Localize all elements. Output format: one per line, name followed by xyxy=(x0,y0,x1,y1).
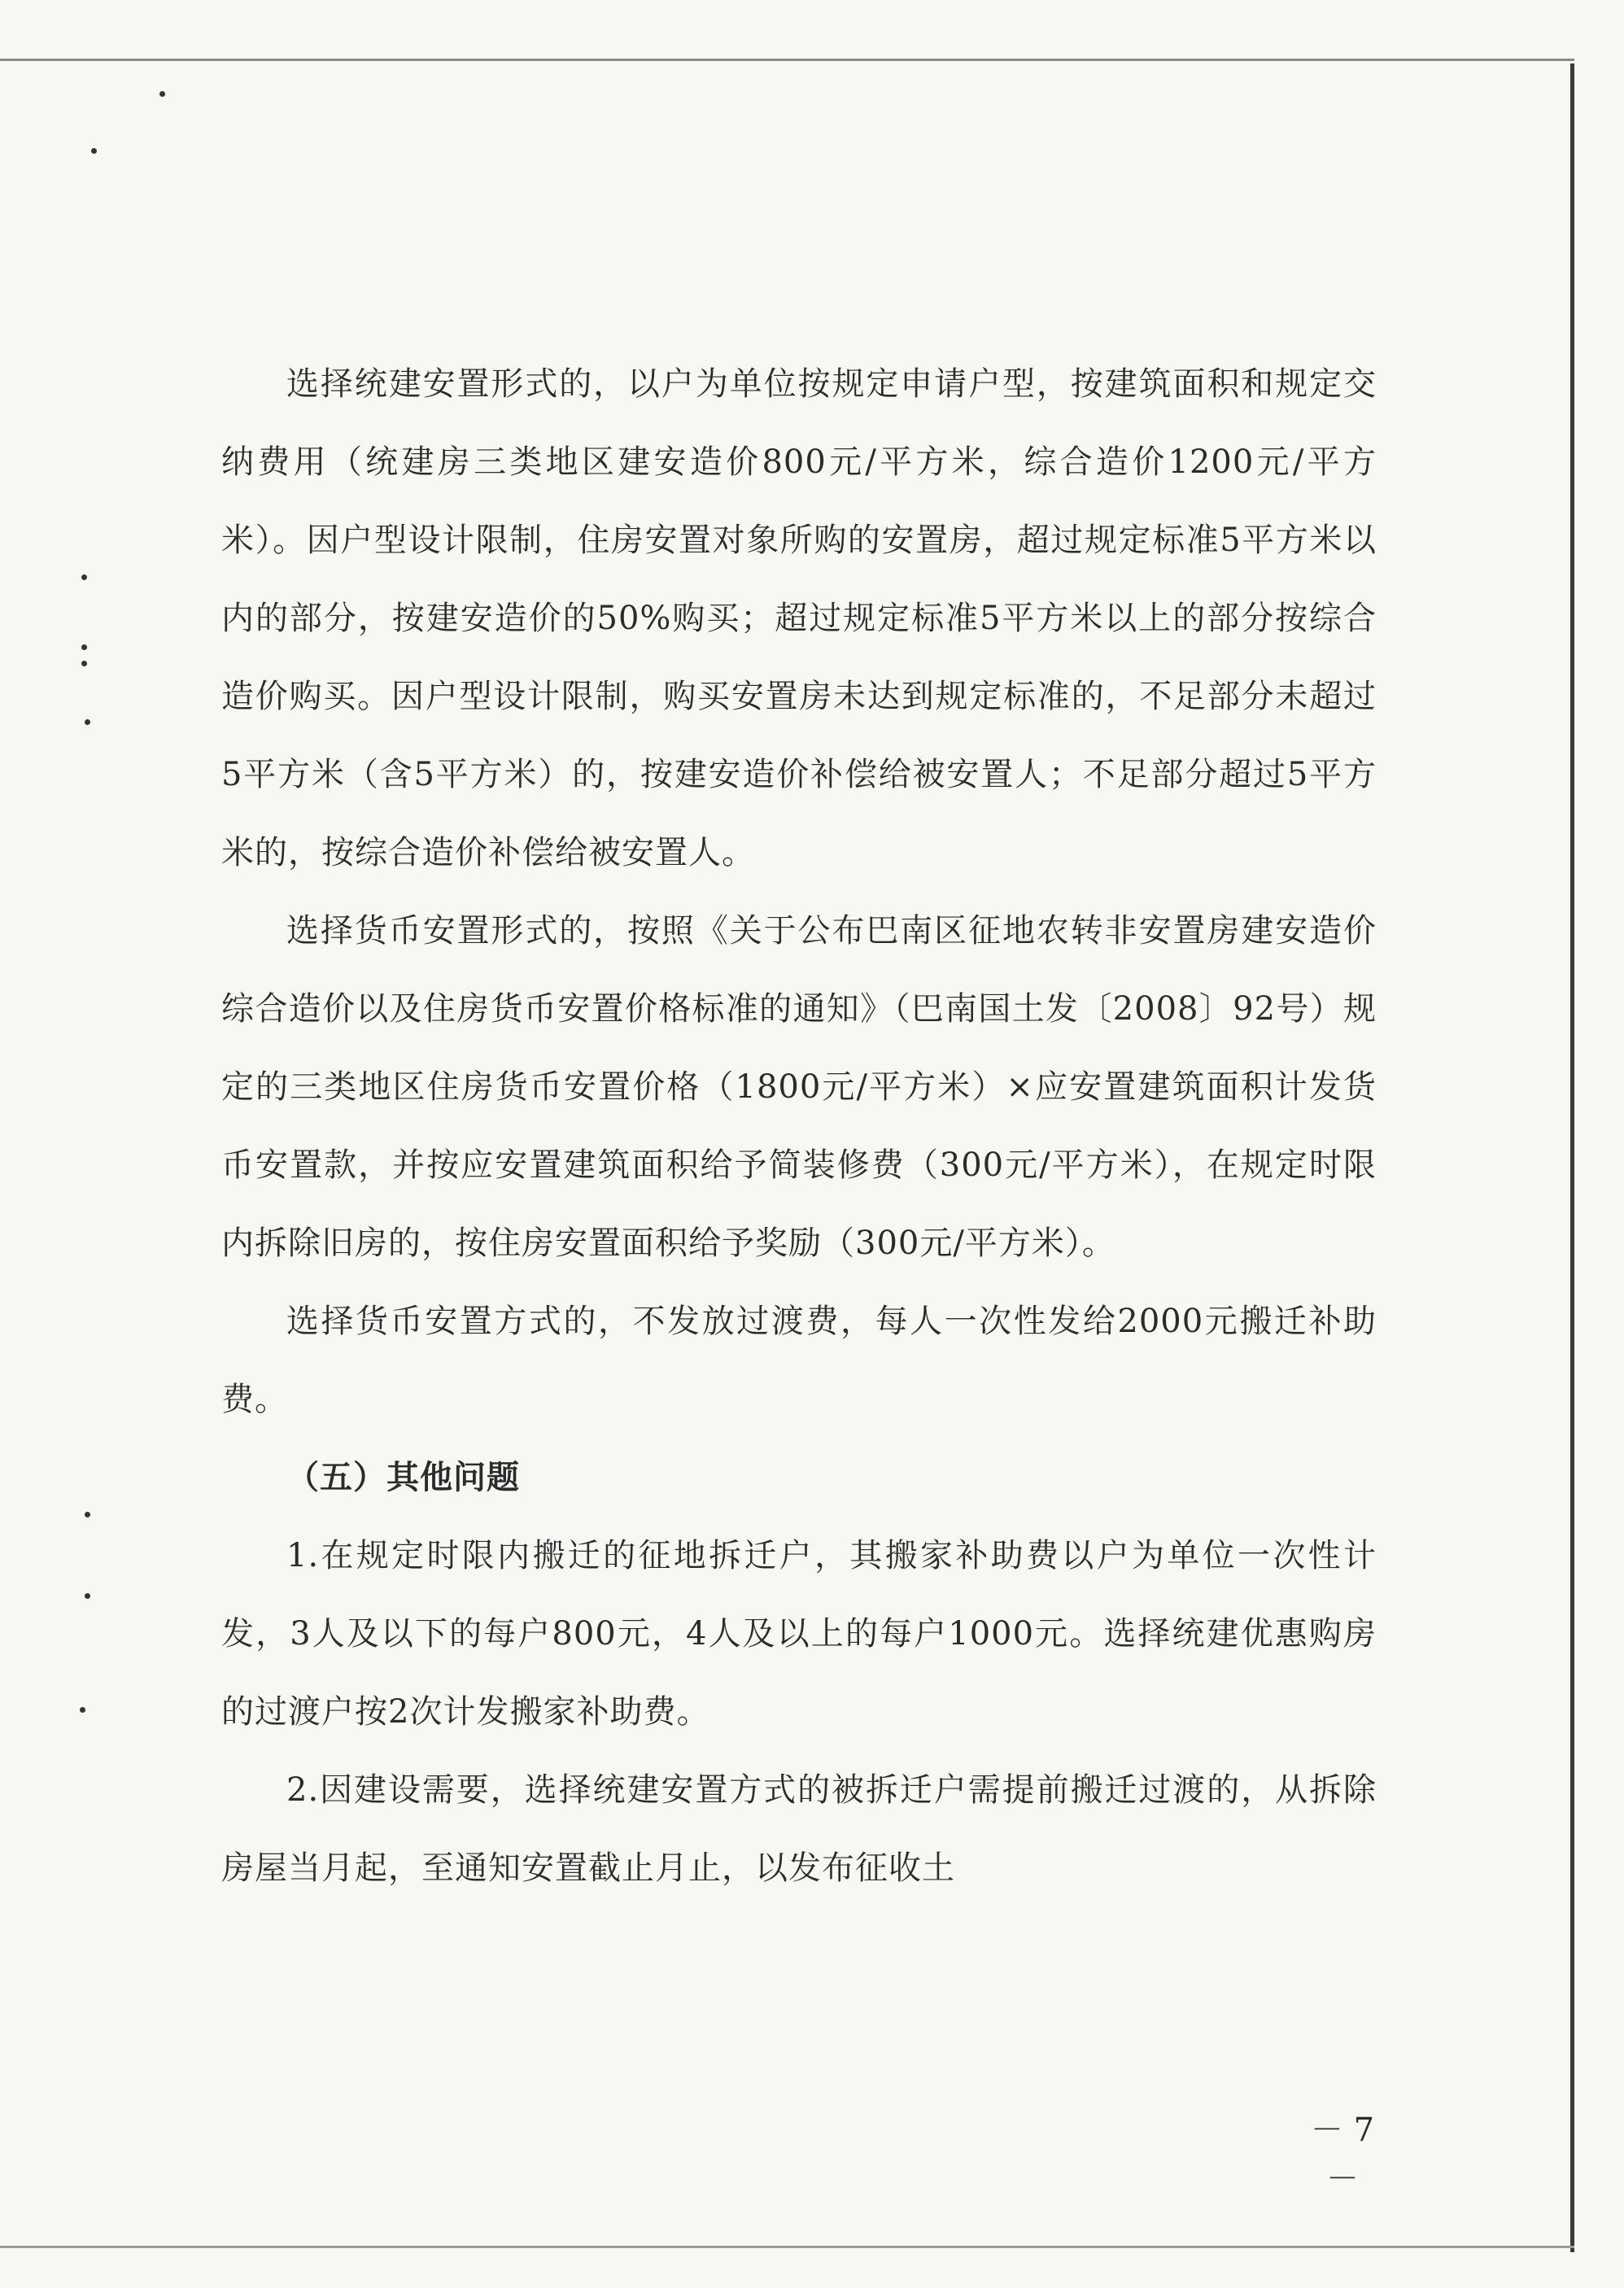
scan-edge-bottom xyxy=(0,2246,1574,2248)
list-item: 1.在规定时限内搬迁的征地拆迁户，其搬家补助费以户为单位一次性计发，3人及以下的每户800元，4人及以上的每户1000元。选择统建优惠购房的过渡户按2次计发搬家补助费。 xyxy=(221,1537,1377,1731)
scan-edge-top xyxy=(0,59,1574,61)
scan-edge-right xyxy=(1570,63,1574,2252)
scan-speck xyxy=(85,719,90,725)
scan-speck xyxy=(81,574,87,580)
paragraph-monetary-resettlement: 选择货币安置形式的，按照《关于公布巴南区征地农转非安置房建安造价综合造价以及住房货币安置价格标准的通知》（巴南国土发〔2008〕92号）规定的三类地区住房货币安置价格（1800元/平方米）×应安置建筑面积计发货币安置款，并按应安置建筑面积给予简装修费（300元/平方米），在规定时限内拆除旧房的，按住房安置面积给予奖励（300元/平方米）。 xyxy=(221,912,1377,1262)
scan-speck xyxy=(85,1512,90,1517)
page-number: － 7 － xyxy=(1310,2111,1375,2198)
section-heading-other-issues: （五）其他问题 xyxy=(286,1458,520,1496)
scan-speck xyxy=(80,1707,85,1713)
scan-speck xyxy=(81,644,87,650)
scan-speck xyxy=(91,148,97,154)
document-body xyxy=(221,345,1377,1907)
paragraph-moving-subsidy: 选择货币安置方式的，不发放过渡费，每人一次性发给2000元搬迁补助费。 xyxy=(221,1303,1377,1418)
scan-speck xyxy=(85,1593,90,1599)
scan-speck xyxy=(81,661,87,666)
paragraph-unified-resettlement: 选择统建安置形式的，以户为单位按规定申请户型，按建筑面积和规定交纳费用（统建房三类地区建安造价800元/平方米，综合造价1200元/平方米）。因户型设计限制，住房安置对象所购的安置房，超过规定标准5平方米以内的部分，按建安造价的50%购买；超过规定标准5平方米以上的部分按综合造价购买。因户型设计限制，购买安置房未达到规定标准的，不足部分未超过5平方米（含5平方米）的，按建安造价补偿给被安置人；不足部分超过5平方米的，按综合造价补偿给被安置人。 xyxy=(221,365,1377,871)
scan-speck xyxy=(159,91,165,97)
list-item: 2.因建设需要，选择统建安置方式的被拆迁户需提前搬迁过渡的，从拆除房屋当月起，至通知安置截止月止，以发布征收土 xyxy=(221,1771,1377,1887)
